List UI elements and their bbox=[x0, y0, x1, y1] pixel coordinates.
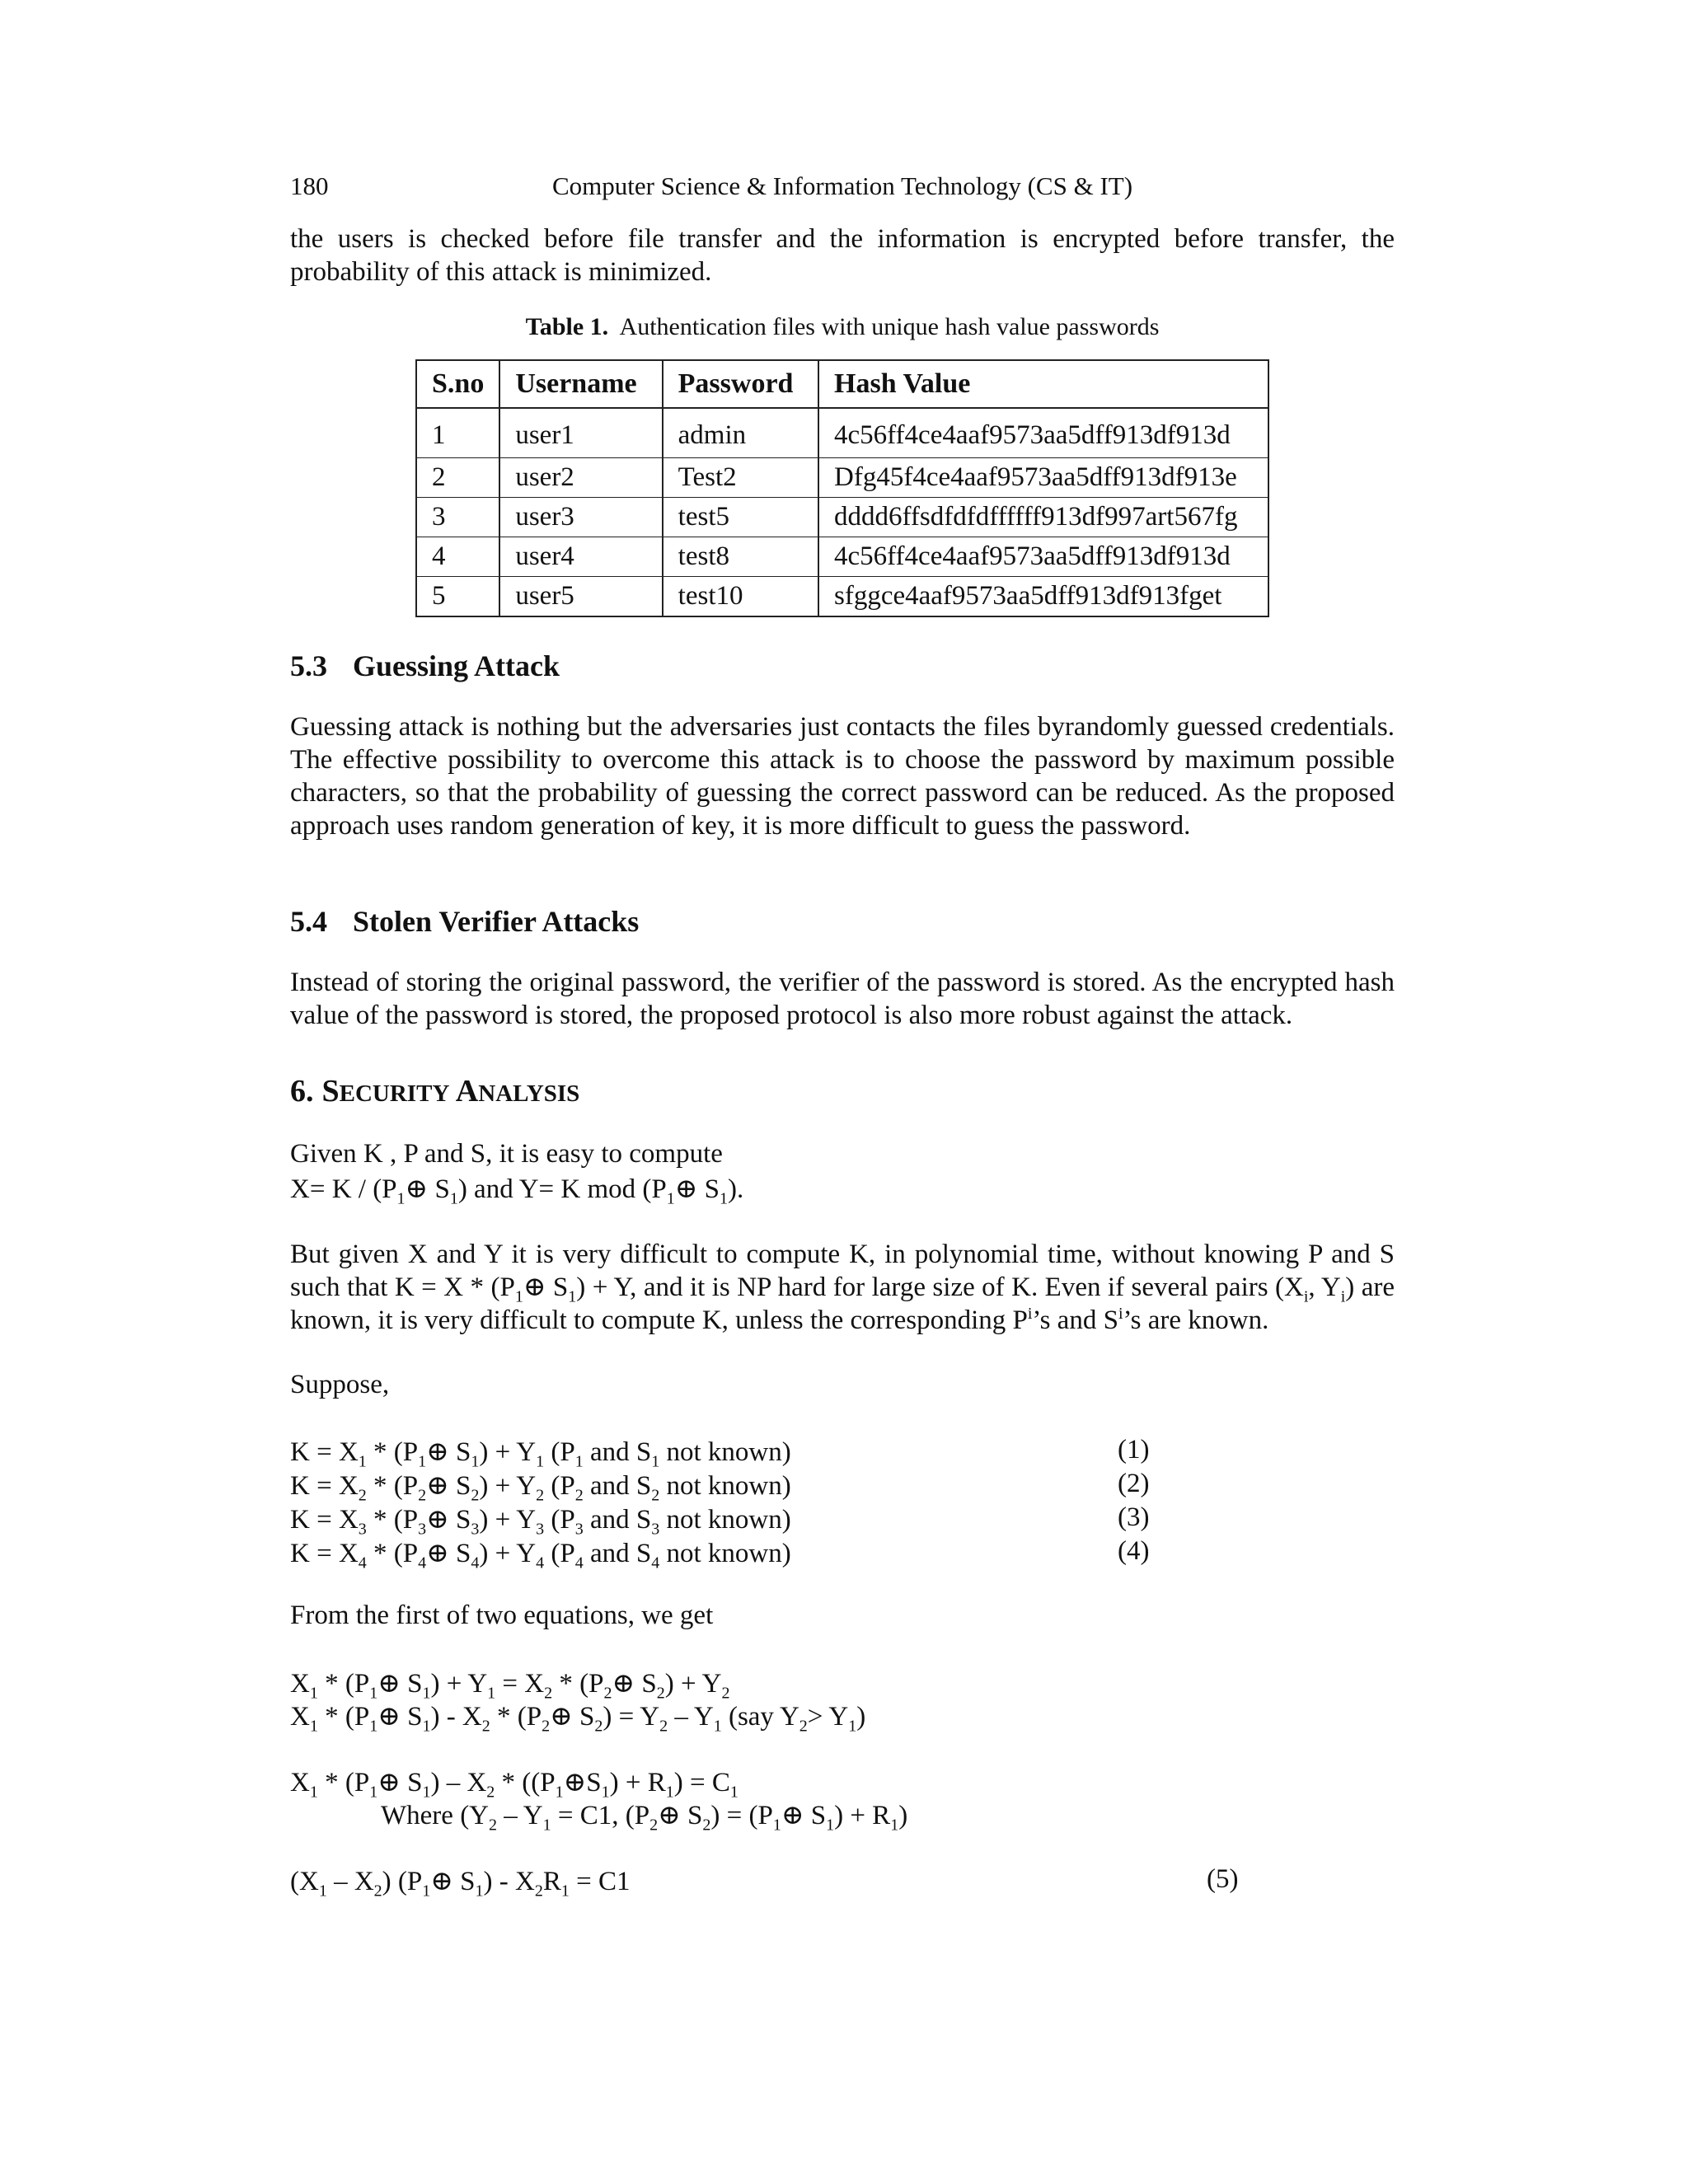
cell-password: test5 bbox=[663, 498, 818, 537]
but-given-paragraph: But given X and Y it is very difficult to compute K, in polynomial time, without knowing P and S such that $K = X * (P_1\oplus$ $S_1) + Y$, and it is NP hard for large size of K. Even if several pairs ($X_i$, $Y_i$) are known, it is very difficult to compute K, unless the corresponding $P^i’s$ and $S^i’s$ are known. bbox=[290, 1240, 1395, 1335]
given-text: Given K , P and S, it is easy to compute bbox=[290, 1139, 723, 1169]
cell-username: user3 bbox=[499, 498, 662, 537]
guessing-attack-paragraph: Guessing attack is nothing but the adversaries just contacts the files byrandomly guessed credentials. The effective possibility to overcome this attack is to choose the password by maximum possible characters, so that the probability of guessing the correct password can be reduced. As the proposed approach uses random generation of key, it is more difficult to guess the password. bbox=[290, 712, 1395, 841]
page-number: 180 bbox=[290, 171, 329, 200]
title-letter: S bbox=[321, 1074, 340, 1108]
table-row bbox=[416, 458, 1268, 498]
section-number: 6. bbox=[290, 1074, 314, 1108]
table-row bbox=[416, 537, 1268, 577]
cell-username: user5 bbox=[499, 577, 662, 617]
journal-title: Computer Science & Information Technology (CS & IT) bbox=[551, 171, 1133, 200]
derivation-line-1: $X_1$ * ($P_1\oplus$ $S_1) + Y_1 = X_2$ * ($P_2\oplus$ $S_2) + Y_2$ bbox=[290, 1669, 730, 1703]
table-caption bbox=[290, 313, 1395, 341]
authentication-table bbox=[415, 359, 1269, 617]
cell-sno: 3 bbox=[416, 498, 499, 537]
cell-username: user4 bbox=[499, 537, 662, 577]
text-run: S bbox=[552, 1272, 569, 1302]
section-heading-5-4 bbox=[290, 904, 639, 939]
text-run: ) are known, it is very difficult to compute K, unless the corresponding P bbox=[290, 1272, 1395, 1335]
cell-hash: 4c56ff4ce4aaf9573aa5dff913df913d bbox=[818, 537, 1268, 577]
title-smallcaps: ECURITY bbox=[339, 1080, 450, 1107]
cell-password: test8 bbox=[663, 537, 818, 577]
table-row bbox=[416, 498, 1268, 537]
cell-username: user2 bbox=[499, 458, 662, 498]
equation-3: $K = X_3$ * ($P_3\oplus$ $S_3) + Y_3$ ($P_3$ and $S_3$ not known) bbox=[290, 1505, 791, 1539]
header-sno: S.no bbox=[416, 360, 499, 408]
intro-paragraph: the users is checked before file transfer and the information is encrypted before transfer, the probability of this attack is minimized. bbox=[290, 224, 1395, 287]
cell-sno: 4 bbox=[416, 537, 499, 577]
equation-4: $K = X_4$ * ($P_4\oplus$ $S_4) + Y_4$ ($P_4$ and $S_4$ not known) bbox=[290, 1539, 791, 1572]
equation-number: (1) bbox=[1118, 1435, 1150, 1465]
section-number: 5.4 bbox=[290, 905, 327, 938]
running-header bbox=[290, 171, 1395, 208]
cell-password: admin bbox=[663, 408, 818, 458]
section-heading-6 bbox=[290, 1073, 579, 1109]
equation-5: $(X_1 - X_2)$ ($P_1\oplus$ $S_1) - X_2R_1 = C1$ bbox=[290, 1867, 631, 1900]
where-label: Where bbox=[381, 1801, 453, 1830]
text-run: ) + Y, and it is NP hard for large size of K. Even if several pairs (X bbox=[576, 1272, 1304, 1302]
cell-username: user1 bbox=[499, 408, 662, 458]
equation-x-y: $X= K / (P_1\oplus$ $S_1$) and Y= K mod ($P_1\oplus$ $S_1$). bbox=[290, 1174, 744, 1208]
cell-password: Test2 bbox=[663, 458, 818, 498]
cell-hash: sfggce4aaf9573aa5dff913df913fget bbox=[818, 577, 1268, 617]
section-heading-5-3 bbox=[290, 649, 560, 683]
text-run: ’s are known. bbox=[1123, 1305, 1269, 1335]
derivation-line-3: $X_1$ * ($P_1\oplus$ $S_1) - X_2$ * $((P_1\oplus S_1) + R_1) = C_1$ bbox=[290, 1768, 738, 1802]
section-number: 5.3 bbox=[290, 649, 327, 682]
text-run: But given X and Y it is very difficult to compute K, in polynomial time, without knowing P and S such that K = X * (P bbox=[290, 1240, 1395, 1302]
cell-sno: 2 bbox=[416, 458, 499, 498]
title-smallcaps: NALYSIS bbox=[478, 1080, 580, 1107]
section-title: Stolen Verifier Attacks bbox=[353, 905, 640, 938]
equation-number: (4) bbox=[1118, 1536, 1150, 1566]
equation-number: (3) bbox=[1118, 1502, 1150, 1532]
table-caption-text: Authentication files with unique hash value passwords bbox=[619, 313, 1160, 340]
cell-hash: Dfg45f4ce4aaf9573aa5dff913df913e bbox=[818, 458, 1268, 498]
from-text: From the first of two equations, we get bbox=[290, 1601, 714, 1630]
equation-number: (5) bbox=[1207, 1864, 1239, 1894]
header-hash-value: Hash Value bbox=[818, 360, 1268, 408]
where-line: Where ($Y_2 - Y_1 = C1$, ($P_2\oplus$ $S_2$) = ($P_1\oplus$ $S_1) + R_1$) bbox=[381, 1801, 908, 1835]
cell-password: test10 bbox=[663, 577, 818, 617]
title-letter: A bbox=[455, 1074, 479, 1108]
cell-sno: 5 bbox=[416, 577, 499, 617]
equation-2: $K = X_2$ * ($P_2\oplus$ $S_2) + Y_2$ ($P_2$ and $S_2$ not known) bbox=[290, 1471, 791, 1505]
text-run: ’s and S bbox=[1032, 1305, 1118, 1335]
suppose-text: Suppose, bbox=[290, 1370, 390, 1399]
cell-hash: 4c56ff4ce4aaf9573aa5dff913df913d bbox=[818, 408, 1268, 458]
header-username: Username bbox=[499, 360, 662, 408]
table-caption-label: Table 1. bbox=[525, 313, 609, 340]
stolen-verifier-paragraph: Instead of storing the original password, the verifier of the password is stored. As the encrypted hash value of the password is stored, the proposed protocol is also more robust against the attack. bbox=[290, 968, 1395, 1030]
table-header-row bbox=[416, 360, 1268, 408]
header-password: Password bbox=[663, 360, 818, 408]
equation-number: (2) bbox=[1118, 1469, 1150, 1498]
section-title: Guessing Attack bbox=[353, 649, 560, 682]
cell-hash: dddd6ffsdfdfdffffff913df997art567fg bbox=[818, 498, 1268, 537]
cell-sno: 1 bbox=[416, 408, 499, 458]
table-row bbox=[416, 408, 1268, 458]
derivation-line-2: $X_1$ * ($P_1\oplus$ $S_1) - X_2$ * ($P_2\oplus$ $S_2) = Y_2 - Y_1$ (say $Y_2> Y_1$) bbox=[290, 1702, 866, 1736]
equation-1: $K = X_1$ * ($P_1\oplus$ $S_1) + Y_1$ ($P_1$ and $S_1$ not known) bbox=[290, 1437, 791, 1471]
table-row bbox=[416, 577, 1268, 617]
